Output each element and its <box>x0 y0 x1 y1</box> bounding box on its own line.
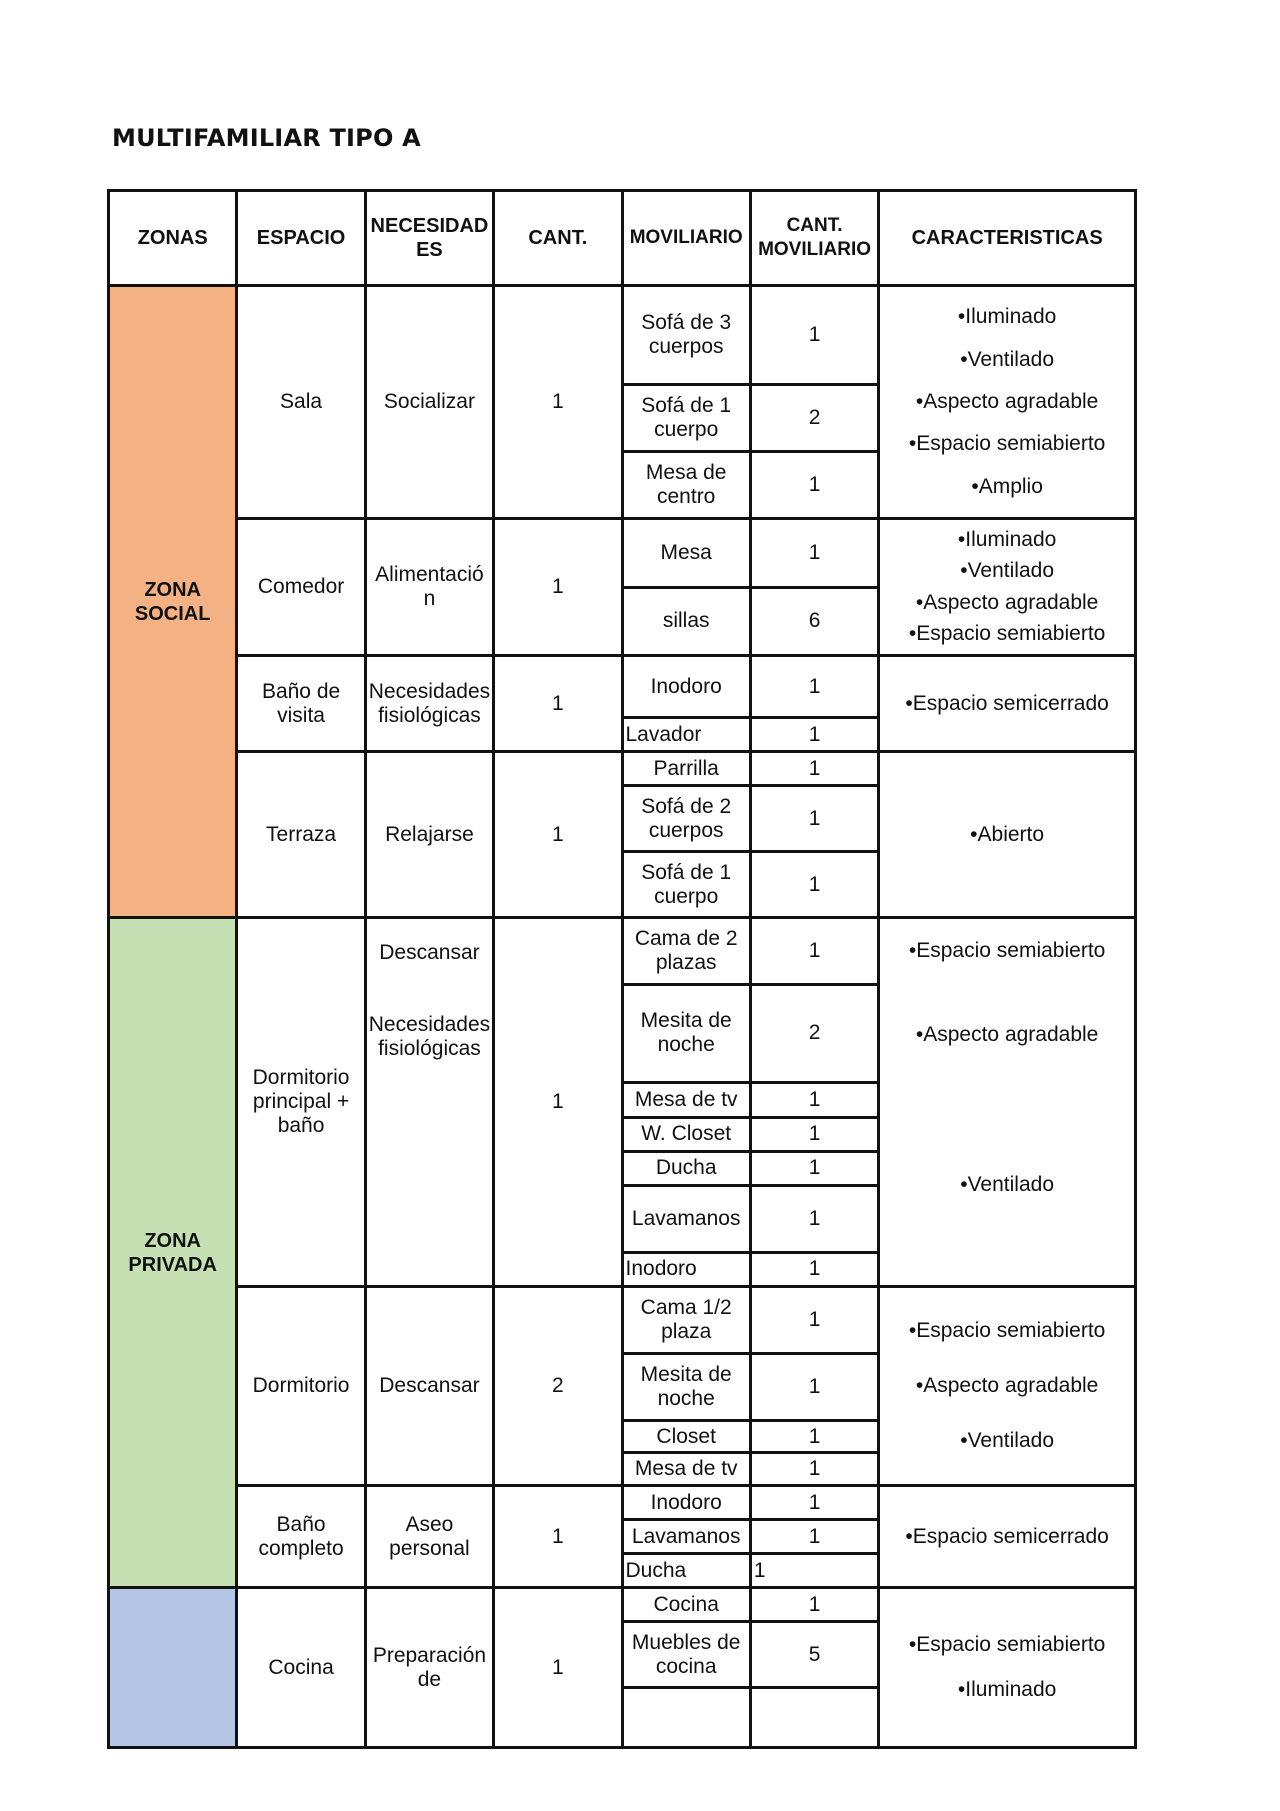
espacio-bano-completo: Baño completo <box>237 1486 365 1588</box>
mobiliario-qty: 1 <box>750 852 878 918</box>
caracteristicas-sala <box>879 286 1136 519</box>
caracteristicas-dormitorio <box>879 1287 1136 1486</box>
mobiliario-item: Ducha <box>622 1151 750 1185</box>
table-row <box>109 656 1136 718</box>
mobiliario-item: Muebles de cocina <box>622 1622 750 1688</box>
table-row <box>109 286 1136 385</box>
mobiliario-item: Inodoro <box>622 656 750 718</box>
mobiliario-qty: 2 <box>750 385 878 452</box>
header-cant-mobiliario: CANT. MOVILIARIO <box>750 191 878 286</box>
mobiliario-qty: 1 <box>750 1588 878 1622</box>
mobiliario-qty: 1 <box>750 1186 878 1253</box>
caracteristica: •Aspecto agradable <box>915 389 1099 413</box>
mobiliario-qty: 2 <box>750 984 878 1083</box>
header-necesidades: NECESIDAD ES <box>365 191 493 286</box>
header-zonas: ZONAS <box>109 191 237 286</box>
necesidad-sala: Socializar <box>365 286 493 519</box>
caracteristica: •Aspecto agradable <box>915 590 1099 614</box>
zone-social: ZONA SOCIAL <box>109 286 237 918</box>
mobiliario-item: Cama de 2 plazas <box>622 918 750 985</box>
mobiliario-qty: 1 <box>750 1083 878 1117</box>
caracteristica: •Iluminado <box>957 527 1057 551</box>
mobiliario-item: Mesa de tv <box>622 1083 750 1117</box>
mobiliario-qty: 1 <box>750 1117 878 1151</box>
mobiliario-item: Mesita de noche <box>622 984 750 1083</box>
necesidad-dormitorio: Descansar <box>365 1287 493 1486</box>
mobiliario-qty: 1 <box>750 656 878 718</box>
caracteristicas-cocina <box>879 1588 1136 1748</box>
espacio-bano-visita: Baño de visita <box>237 656 365 752</box>
table-row <box>109 918 1136 985</box>
header-row <box>109 191 1136 286</box>
espacio-comedor: Comedor <box>237 519 365 656</box>
mobiliario-item: sillas <box>622 587 750 656</box>
caracteristica: •Ventilado <box>960 347 1054 371</box>
caracteristicas-dormitorio-principal <box>879 918 1136 1287</box>
caracteristica: •Iluminado <box>957 1677 1057 1701</box>
mobiliario-qty: 1 <box>750 918 878 985</box>
mobiliario-item: Sofá de 3 cuerpos <box>622 286 750 385</box>
table-row <box>109 1287 1136 1354</box>
cant-bano-completo: 1 <box>494 1486 622 1588</box>
caracteristicas-bano-completo: •Espacio semicerrado <box>879 1486 1136 1588</box>
table-row <box>109 519 1136 588</box>
caracteristica: •Aspecto agradable <box>915 1023 1099 1046</box>
mobiliario-item: Mesita de noche <box>622 1354 750 1421</box>
caracteristica: •Ventilado <box>960 1429 1054 1452</box>
mobiliario-item: Sofá de 1 cuerpo <box>622 852 750 918</box>
mobiliario-item: Cocina <box>622 1588 750 1622</box>
header-cant: CANT. <box>494 191 622 286</box>
cant-dormitorio: 2 <box>494 1287 622 1486</box>
caracteristica: •Aspecto agradable <box>915 1374 1099 1397</box>
caracteristica: •Espacio semiabierto <box>908 432 1106 456</box>
mobiliario-qty: 1 <box>750 519 878 588</box>
mobiliario-item: Closet <box>622 1421 750 1453</box>
header-mobiliario: MOVILIARIO <box>622 191 750 286</box>
mobiliario-qty: 1 <box>750 1252 878 1286</box>
espacio-dormitorio: Dormitorio <box>237 1287 365 1486</box>
mobiliario-item: Parrilla <box>622 752 750 786</box>
necesidad-dormitorio-principal <box>365 918 493 1287</box>
mobiliario-qty: 1 <box>750 1287 878 1354</box>
cant-sala: 1 <box>494 286 622 519</box>
mobiliario-qty: 1 <box>750 452 878 519</box>
caracteristica: •Espacio semiabierto <box>908 939 1106 962</box>
caracteristica: •Ventilado <box>960 559 1054 583</box>
necesidad-comedor: Alimentació n <box>365 519 493 656</box>
cant-comedor: 1 <box>494 519 622 656</box>
header-caracteristicas: CARACTERISTICAS <box>879 191 1136 286</box>
mobiliario-item: Cama 1/2 plaza <box>622 1287 750 1354</box>
caracteristica: •Iluminado <box>957 305 1057 329</box>
mobiliario-qty: 1 <box>750 1421 878 1453</box>
necesidad-fisiologicas: Necesidades fisiológicas <box>368 1013 491 1060</box>
mobiliario-item: Mesa de centro <box>622 452 750 519</box>
cant-terraza: 1 <box>494 752 622 918</box>
mobiliario-item: Lavamanos <box>622 1186 750 1253</box>
mobiliario-qty: 1 <box>750 286 878 385</box>
mobiliario-item: Lavamanos <box>622 1520 750 1554</box>
mobiliario-qty: 1 <box>750 1453 878 1486</box>
necesidad-terraza: Relajarse <box>365 752 493 918</box>
espacio-sala: Sala <box>237 286 365 519</box>
mobiliario-qty-empty <box>750 1688 878 1748</box>
mobiliario-qty: 1 <box>750 1151 878 1185</box>
mobiliario-item: Lavador <box>622 718 750 752</box>
table-row <box>109 752 1136 786</box>
program-table <box>107 189 1137 1749</box>
espacio-dormitorio-principal: Dormitorio principal + baño <box>237 918 365 1287</box>
caracteristica: •Amplio <box>971 474 1043 498</box>
mobiliario-qty: 6 <box>750 587 878 656</box>
caracteristicas-comedor <box>879 519 1136 656</box>
cant-cocina: 1 <box>494 1588 622 1748</box>
mobiliario-item: Inodoro <box>622 1486 750 1520</box>
mobiliario-qty: 1 <box>750 752 878 786</box>
zone-privada: ZONA PRIVADA <box>109 918 237 1588</box>
mobiliario-item: Inodoro <box>622 1252 750 1286</box>
mobiliario-qty: 1 <box>750 718 878 752</box>
espacio-terraza: Terraza <box>237 752 365 918</box>
program-table-viewport <box>107 189 1137 1701</box>
necesidad-bano-visita: Necesidades fisiológicas <box>365 656 493 752</box>
mobiliario-qty: 1 <box>750 1554 878 1588</box>
table-row <box>109 1588 1136 1622</box>
caracteristicas-bano-visita: •Espacio semicerrado <box>879 656 1136 752</box>
caracteristica: •Ventilado <box>960 1173 1054 1196</box>
mobiliario-item-empty <box>622 1688 750 1748</box>
mobiliario-qty: 5 <box>750 1622 878 1688</box>
mobiliario-item: W. Closet <box>622 1117 750 1151</box>
caracteristicas-terraza: •Abierto <box>879 752 1136 918</box>
mobiliario-item: Sofá de 1 cuerpo <box>622 385 750 452</box>
necesidad-descansar: Descansar <box>379 941 480 964</box>
caracteristica: •Espacio semiabierto <box>908 1633 1106 1657</box>
espacio-cocina: Cocina <box>237 1588 365 1748</box>
page-title: MULTIFAMILIAR TIPO A <box>112 124 421 152</box>
cant-bano-visita: 1 <box>494 656 622 752</box>
table-row <box>109 1486 1136 1520</box>
mobiliario-item: Mesa de tv <box>622 1453 750 1486</box>
necesidad-cocina: Preparación de <box>365 1588 493 1748</box>
necesidad-bano-completo: Aseo personal <box>365 1486 493 1588</box>
mobiliario-qty: 1 <box>750 1520 878 1554</box>
cant-dormitorio-principal: 1 <box>494 918 622 1287</box>
mobiliario-qty: 1 <box>750 786 878 852</box>
caracteristica: •Espacio semiabierto <box>908 1319 1106 1342</box>
header-espacio: ESPACIO <box>237 191 365 286</box>
mobiliario-qty: 1 <box>750 1354 878 1421</box>
mobiliario-item: Sofá de 2 cuerpos <box>622 786 750 852</box>
zone-servicio <box>109 1588 237 1748</box>
mobiliario-item: Ducha <box>622 1554 750 1588</box>
mobiliario-item: Mesa <box>622 519 750 588</box>
mobiliario-qty: 1 <box>750 1486 878 1520</box>
caracteristica: •Espacio semiabierto <box>908 622 1106 646</box>
